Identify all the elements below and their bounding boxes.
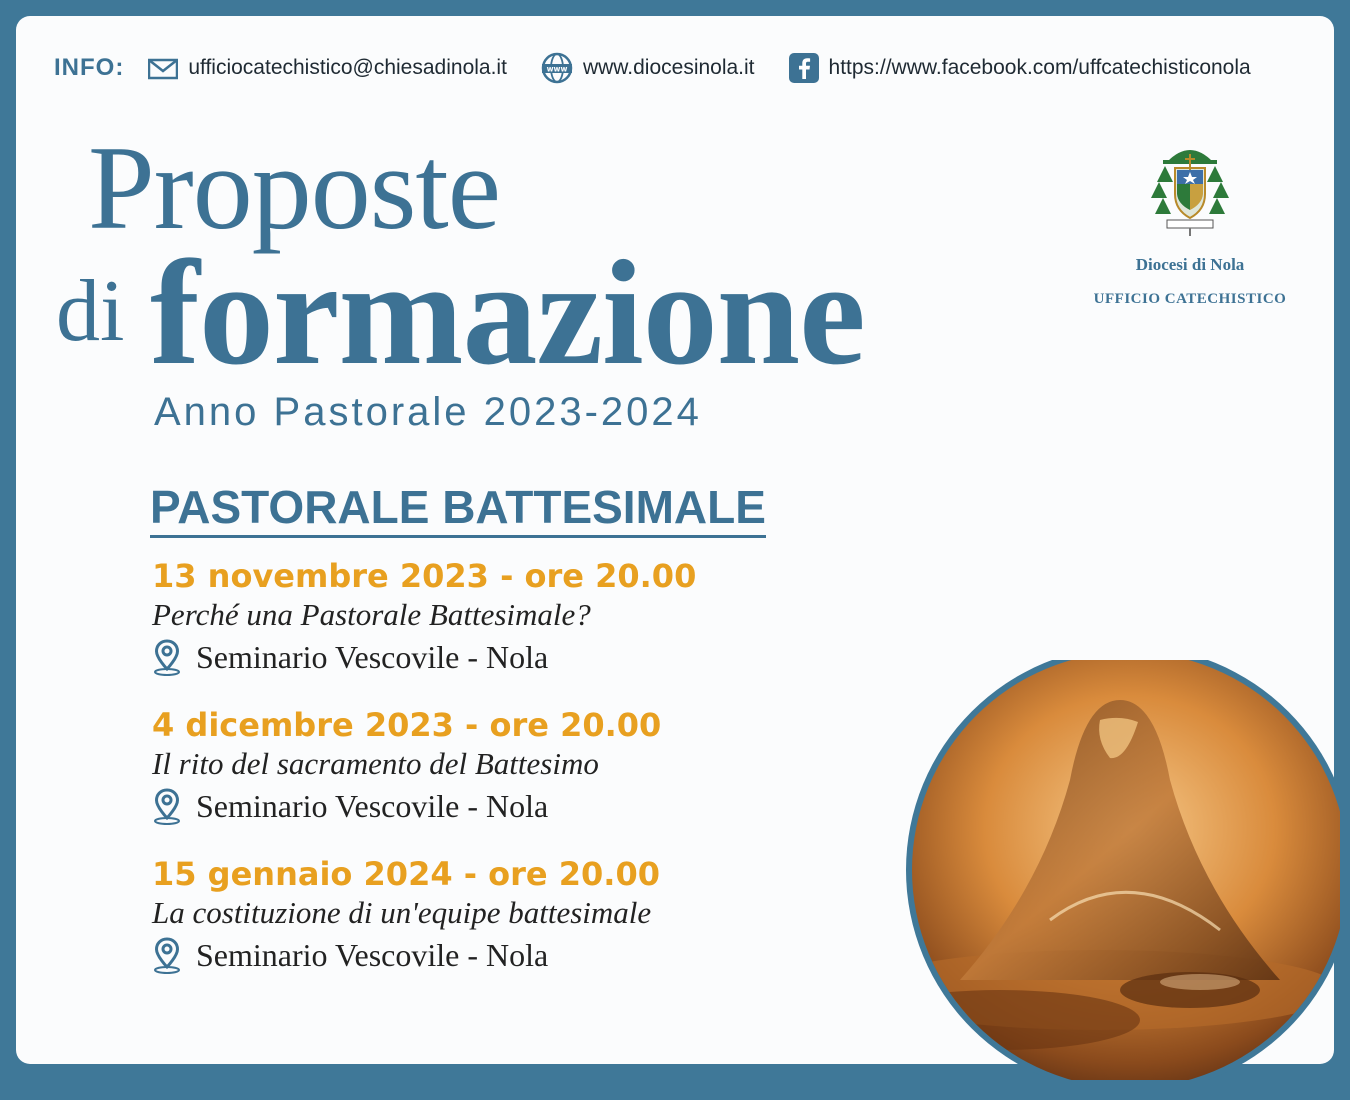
subtitle: Anno Pastorale 2023-2024 xyxy=(154,390,702,434)
website-text[interactable]: www.diocesinola.it xyxy=(582,56,755,79)
event-place-text: Seminario Vescovile - Nola xyxy=(196,937,549,973)
event-date: 4 dicembre 2023 - ore 20.00 xyxy=(152,706,662,744)
event-place xyxy=(152,934,660,976)
location-pin-icon xyxy=(152,638,182,676)
event-place xyxy=(152,785,661,827)
title-proposte: Proposte xyxy=(88,121,500,254)
event-topic: Il rito del sacramento del Battesimo xyxy=(152,746,599,781)
info-label: INFO: xyxy=(54,54,125,81)
water-drop-image xyxy=(900,660,1340,1080)
event-place xyxy=(152,636,696,678)
event-topic: La costituzione di un'equipe battesimale xyxy=(152,895,652,930)
title-formazione: formazione xyxy=(150,230,865,396)
location-pin-icon xyxy=(152,787,182,825)
facebook-contact[interactable] xyxy=(789,53,1251,83)
coat-of-arms-icon xyxy=(1145,140,1235,236)
event-item xyxy=(152,854,660,976)
email-text[interactable]: ufficiocatechistico@chiesadinola.it xyxy=(188,56,507,79)
logo-ufficio-text: UFFICIO CATECHISTICO xyxy=(1093,291,1287,307)
water-drop-photo xyxy=(900,660,1340,1100)
logo-diocesi-text: Diocesi di Nola xyxy=(1135,255,1245,274)
title-di: di xyxy=(56,263,125,360)
diocese-logo xyxy=(1080,140,1300,308)
globe-www-icon xyxy=(541,52,573,84)
event-place-text: Seminario Vescovile - Nola xyxy=(196,639,549,675)
event-item xyxy=(152,556,696,678)
email-contact[interactable] xyxy=(148,56,507,80)
envelope-icon xyxy=(148,56,178,80)
event-place-text: Seminario Vescovile - Nola xyxy=(196,788,549,824)
event-date: 15 gennaio 2024 - ore 20.00 xyxy=(152,855,660,893)
facebook-icon xyxy=(789,53,819,83)
svg-text:www: www xyxy=(546,64,568,74)
website-contact[interactable] xyxy=(541,52,755,84)
event-topic: Perché una Pastorale Battesimale? xyxy=(152,597,591,632)
event-item xyxy=(152,705,661,827)
event-date: 13 novembre 2023 - ore 20.00 xyxy=(152,557,697,595)
info-bar xyxy=(54,50,1285,86)
facebook-text[interactable]: https://www.facebook.com/uffcatechisticonola xyxy=(828,56,1251,79)
section-title: PASTORALE BATTESIMALE xyxy=(150,482,766,538)
location-pin-icon xyxy=(152,936,182,974)
